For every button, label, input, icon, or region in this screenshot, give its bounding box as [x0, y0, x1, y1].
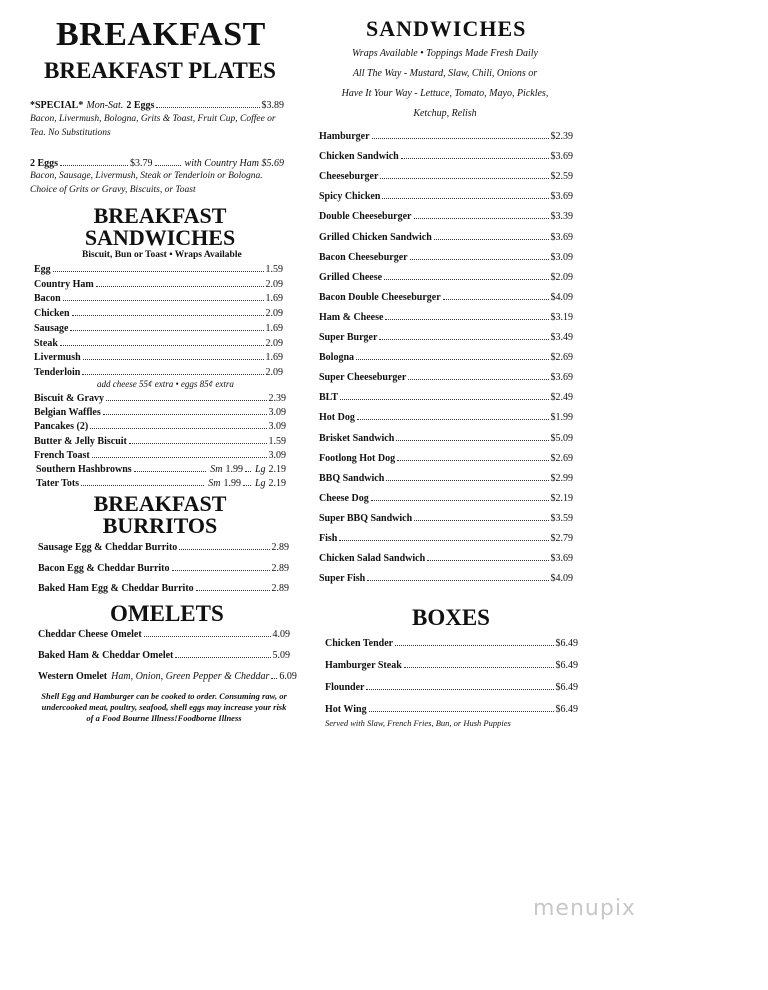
- hashbrowns-lg-label: Lg: [254, 464, 266, 475]
- tater-tots-sm-label: Sm: [208, 478, 221, 489]
- item-price: 3.09: [268, 449, 286, 461]
- item-price: $3.69: [550, 231, 573, 243]
- item-name: Cheeseburger: [319, 171, 379, 183]
- item-name: Bacon Cheeseburger: [319, 251, 408, 263]
- item-price: $3.69: [550, 191, 573, 203]
- menu-item-row: [319, 369, 573, 383]
- boxes-note: Served with Slaw, French Fries, Bun, or Hush Puppies: [325, 718, 511, 728]
- item-price: 1.69: [265, 322, 283, 334]
- item-price: $2.99: [550, 472, 573, 484]
- item-name: Belgian Waffles: [34, 407, 101, 419]
- sandwiches-note-4: Ketchup, Relish: [413, 108, 477, 119]
- item-name: Pancakes (2): [34, 421, 89, 433]
- menu-item-row: [319, 229, 573, 243]
- menu-item-row: [319, 490, 573, 504]
- item-price: 2.09: [265, 308, 283, 320]
- menu-item-row: [325, 657, 578, 671]
- item-name: Footlong Hot Dog: [319, 452, 396, 464]
- item-price: 1.69: [265, 293, 283, 305]
- leader-dots: [427, 560, 548, 561]
- leader-dots: [70, 330, 263, 331]
- item-name: Super BBQ Sandwich: [319, 512, 413, 524]
- item-price: 2.09: [265, 337, 283, 349]
- leader-dots: [410, 259, 549, 260]
- cheese-eggs-extra: add cheese 55¢ extra • eggs 85¢ extra: [97, 379, 234, 389]
- leader-dots: [379, 339, 548, 340]
- western-omelet-desc: Ham, Onion, Green Pepper & Cheddar: [111, 671, 270, 682]
- leader-dots: [245, 471, 251, 472]
- item-name: French Toast: [34, 449, 90, 461]
- leader-dots: [103, 414, 267, 415]
- item-price: 2.09: [265, 278, 283, 290]
- menu-item-row: [34, 335, 283, 349]
- item-price: $2.19: [550, 492, 573, 504]
- item-name: Super Cheeseburger: [319, 372, 407, 384]
- tater-tots-lg-price: 2.19: [268, 478, 286, 489]
- item-price: 2.89: [271, 583, 289, 594]
- sandwiches-note-2: All The Way - Mustard, Slaw, Chili, Onions or: [352, 68, 538, 79]
- breakfast-burritos-heading-2: BURRITOS: [102, 513, 218, 538]
- item-price: 3.09: [268, 407, 286, 419]
- menu-item-row: [325, 701, 578, 715]
- item-price: $3.49: [550, 332, 573, 343]
- leader-dots: [384, 279, 548, 280]
- special-row: [30, 97, 284, 111]
- breakfast-sandwiches-subtitle: Biscuit, Bun or Toast • Wraps Available: [82, 250, 242, 260]
- menu-item-row: [319, 349, 573, 363]
- item-price: $2.69: [550, 452, 573, 464]
- leader-dots: [63, 300, 264, 301]
- leader-dots: [385, 319, 548, 320]
- item-name: Butter & Jelly Biscuit: [34, 435, 127, 447]
- menu-item-row: [319, 550, 573, 564]
- leader-dots: [156, 107, 259, 108]
- leader-dots: [60, 165, 128, 166]
- menu-item-row: [319, 409, 573, 423]
- leader-dots: [382, 198, 548, 199]
- menu-item-row: [319, 329, 573, 343]
- leader-dots: [179, 549, 269, 550]
- menu-item-row: [38, 580, 289, 594]
- item-name: Baked Ham Egg & Cheddar Burrito: [38, 583, 194, 594]
- leader-dots: [243, 485, 251, 486]
- leader-dots: [83, 359, 264, 360]
- leader-dots: [339, 540, 548, 541]
- item-price: $2.09: [550, 271, 573, 283]
- menu-item-row: [319, 188, 573, 202]
- item-price: 2.09: [265, 366, 283, 378]
- breakfast-sandwiches-heading-2: SANDWICHES: [84, 225, 236, 250]
- leader-dots: [92, 457, 267, 458]
- menu-item-row: [34, 305, 283, 319]
- item-name: Hot Wing: [325, 704, 367, 715]
- item-price: $3.19: [550, 311, 573, 323]
- menu-item-row: [38, 626, 290, 640]
- leader-dots: [414, 218, 549, 219]
- sandwiches-heading: SANDWICHES: [366, 16, 527, 41]
- special-price: $3.89: [261, 100, 284, 111]
- item-price: $1.99: [550, 412, 573, 424]
- item-name: BBQ Sandwich: [319, 472, 385, 484]
- leader-dots: [96, 286, 264, 287]
- menu-item-row: [34, 261, 283, 275]
- menu-item-row: [34, 320, 283, 334]
- leader-dots: [72, 315, 264, 316]
- special-desc-1: Bacon, Livermush, Bologna, Grits & Toast, Fruit Cup, Coffee or: [30, 114, 276, 124]
- leader-dots: [82, 374, 263, 375]
- item-name: Country Ham: [34, 278, 94, 290]
- menu-item-row: [319, 510, 573, 524]
- leader-dots: [395, 645, 553, 646]
- two-eggs-with: with Country Ham $5.69: [184, 158, 284, 169]
- hashbrowns-sm-price: 1.99: [225, 464, 243, 475]
- menu-item-row: [34, 404, 286, 418]
- leader-dots: [129, 443, 267, 444]
- leader-dots: [340, 399, 548, 400]
- item-name: Chicken Tender: [325, 638, 394, 649]
- item-name: Livermush: [34, 352, 81, 364]
- menu-item-row: [319, 470, 573, 484]
- item-name: Grilled Cheese: [319, 271, 383, 283]
- item-price: $3.59: [550, 512, 573, 524]
- leader-dots: [357, 419, 549, 420]
- item-name: Cheese Dog: [319, 492, 369, 504]
- breakfast-burritos-heading-1: BREAKFAST: [93, 491, 227, 516]
- item-price: $6.49: [555, 638, 578, 649]
- item-name: Chicken Sandwich: [319, 151, 399, 163]
- item-name: Steak: [34, 337, 58, 349]
- item-name: Super Burger: [319, 332, 378, 343]
- item-name: Egg: [34, 264, 51, 275]
- item-name: Brisket Sandwich: [319, 432, 395, 444]
- leader-dots: [396, 440, 548, 441]
- menu-item-row: [34, 447, 286, 461]
- special-name: 2 Eggs: [126, 100, 155, 111]
- item-name: Hamburger: [319, 131, 370, 142]
- western-omelet-price: 6.09: [279, 671, 297, 682]
- leader-dots: [144, 636, 271, 637]
- menu-item-row: [319, 309, 573, 323]
- item-name: Ham & Cheese: [319, 311, 384, 323]
- leader-dots: [106, 400, 267, 401]
- item-name: Bacon: [34, 293, 61, 305]
- item-name: Fish: [319, 533, 338, 544]
- breakfast-sandwiches-heading: [60, 205, 260, 249]
- item-name: Biscuit & Gravy: [34, 393, 104, 404]
- item-name: Grilled Chicken Sandwich: [319, 231, 432, 243]
- hashbrowns-row: [36, 461, 286, 475]
- item-name: Chicken Salad Sandwich: [319, 553, 426, 565]
- breakfast-burritos-heading: [60, 493, 260, 537]
- food-warning-2: undercooked meat, poultry, seafood, shell eggs may increase your risk: [41, 702, 287, 712]
- item-name: Tenderloin: [34, 366, 81, 378]
- item-price: $4.09: [550, 291, 573, 303]
- item-price: $3.69: [550, 553, 573, 565]
- item-name: Sausage: [34, 322, 69, 334]
- leader-dots: [53, 271, 264, 272]
- item-price: 1.69: [265, 352, 283, 364]
- menu-item-row: [34, 390, 286, 404]
- food-warning-1: Shell Egg and Hamburger can be cooked to order. Consuming raw, or: [41, 691, 287, 701]
- tater-tots-lg-label: Lg: [254, 478, 266, 489]
- item-name: Sausage Egg & Cheddar Burrito: [38, 542, 178, 553]
- leader-dots: [404, 667, 554, 668]
- item-price: $2.59: [550, 171, 573, 183]
- menu-item-row: [319, 389, 573, 403]
- western-omelet-row: [38, 668, 297, 682]
- item-name: Bacon Double Cheeseburger: [319, 291, 441, 303]
- menu-item-row: [319, 148, 573, 162]
- leader-dots: [60, 345, 264, 346]
- item-price: $2.49: [550, 392, 573, 404]
- menu-item-row: [34, 433, 286, 447]
- food-warning-3: of a Food Bourne Illness!Foodborne Illness: [86, 713, 242, 723]
- two-eggs-name: 2 Eggs: [30, 158, 59, 169]
- item-price: $6.49: [555, 682, 578, 693]
- item-price: 1.59: [268, 435, 286, 447]
- special-days: Mon-Sat.: [86, 100, 124, 111]
- leader-dots: [196, 590, 270, 591]
- menu-item-row: [319, 530, 573, 544]
- item-price: 4.09: [272, 629, 290, 640]
- menu-item-row: [38, 539, 289, 553]
- special-desc-2: Tea. No Substitutions: [30, 128, 111, 138]
- western-omelet-name: Western Omelet: [38, 671, 108, 682]
- leader-dots: [81, 485, 204, 486]
- item-price: 1.59: [265, 264, 283, 275]
- special-label: *SPECIAL*: [30, 100, 84, 111]
- menu-item-row: [34, 349, 283, 363]
- menu-item-row: [325, 679, 578, 693]
- item-price: $2.69: [550, 352, 573, 364]
- two-eggs-desc-2: Choice of Grits or Gravy, Biscuits, or Toast: [30, 185, 196, 195]
- omelets-heading: OMELETS: [110, 601, 224, 626]
- menu-item-row: [34, 418, 286, 432]
- item-price: 2.39: [268, 393, 286, 404]
- item-name: Baked Ham & Cheddar Omelet: [38, 650, 174, 661]
- leader-dots: [372, 138, 549, 139]
- menu-item-row: [34, 290, 283, 304]
- menu-item-row: [319, 208, 573, 222]
- sandwiches-note-3: Have It Your Way - Lettuce, Tomato, Mayo, Pickles,: [341, 88, 549, 99]
- item-name: Double Cheeseburger: [319, 211, 412, 223]
- menu-item-row: [319, 570, 573, 584]
- two-eggs-row: [30, 155, 284, 169]
- menu-item-row: [319, 450, 573, 464]
- item-price: $3.39: [550, 211, 573, 223]
- item-name: Cheddar Cheese Omelet: [38, 629, 142, 640]
- leader-dots: [134, 471, 207, 472]
- leader-dots: [443, 299, 549, 300]
- menu-item-row: [319, 168, 573, 182]
- leader-dots: [434, 239, 549, 240]
- leader-dots: [155, 165, 181, 166]
- item-name: Bologna: [319, 352, 355, 364]
- leader-dots: [356, 359, 548, 360]
- menu-item-row: [325, 635, 578, 649]
- item-price: $6.49: [555, 660, 578, 671]
- item-price: $3.69: [550, 151, 573, 163]
- tater-tots-sm-price: 1.99: [223, 478, 241, 489]
- breakfast-sandwiches-heading-1: BREAKFAST: [93, 203, 227, 228]
- leader-dots: [386, 480, 548, 481]
- sandwiches-notes: [320, 44, 570, 124]
- hashbrowns-sm-label: Sm: [210, 464, 223, 475]
- menu-item-row: [34, 364, 283, 378]
- watermark-logo: menupix: [533, 896, 636, 921]
- item-price: $3.09: [550, 251, 573, 263]
- hashbrowns-lg-price: 2.19: [268, 464, 286, 475]
- item-name: BLT: [319, 392, 339, 404]
- item-price: 5.09: [272, 650, 290, 661]
- menu-item-row: [319, 430, 573, 444]
- sandwiches-note-1: Wraps Available • Toppings Made Fresh Daily: [352, 48, 538, 59]
- leader-dots: [366, 689, 553, 690]
- breakfast-plates-heading: BREAKFAST PLATES: [44, 58, 276, 83]
- item-price: $2.39: [550, 131, 573, 142]
- leader-dots: [172, 570, 270, 571]
- item-name: Hot Dog: [319, 412, 355, 424]
- leader-dots: [271, 678, 277, 679]
- item-name: Bacon Egg & Cheddar Burrito: [38, 562, 170, 574]
- menu-item-row: [319, 289, 573, 303]
- item-name: Hamburger Steak: [325, 660, 402, 671]
- hashbrowns-name: Southern Hashbrowns: [36, 464, 132, 475]
- menu-title: BREAKFAST: [56, 16, 266, 53]
- leader-dots: [90, 428, 266, 429]
- item-price: 3.09: [268, 421, 286, 433]
- item-name: Super Fish: [319, 573, 366, 585]
- boxes-heading: BOXES: [412, 605, 490, 630]
- item-price: $6.49: [555, 704, 578, 715]
- leader-dots: [414, 520, 548, 521]
- item-price: 2.89: [271, 542, 289, 553]
- leader-dots: [367, 580, 548, 581]
- item-name: Flounder: [325, 682, 365, 693]
- item-price: $2.79: [550, 533, 573, 544]
- leader-dots: [380, 178, 548, 179]
- item-name: Chicken: [34, 308, 70, 320]
- menu-item-row: [319, 128, 573, 142]
- menu-item-row: [34, 276, 283, 290]
- two-eggs-desc-1: Bacon, Sausage, Livermush, Steak or Tenderloin or Bologna.: [30, 171, 263, 181]
- leader-dots: [397, 460, 548, 461]
- leader-dots: [369, 711, 554, 712]
- item-price: $5.09: [550, 432, 573, 444]
- item-name: Spicy Chicken: [319, 191, 381, 203]
- menu-item-row: [319, 249, 573, 263]
- tater-tots-name: Tater Tots: [36, 478, 80, 489]
- menu-item-row: [38, 647, 290, 661]
- leader-dots: [371, 500, 549, 501]
- item-price: 2.89: [271, 562, 289, 574]
- menu-item-row: [319, 269, 573, 283]
- food-warning: [38, 691, 290, 724]
- leader-dots: [408, 379, 548, 380]
- item-price: $4.09: [550, 573, 573, 585]
- item-price: $3.69: [550, 372, 573, 384]
- two-eggs-price: $3.79: [130, 158, 153, 169]
- leader-dots: [401, 158, 549, 159]
- leader-dots: [175, 657, 270, 658]
- menu-item-row: [38, 560, 289, 574]
- tater-tots-row: [36, 475, 286, 489]
